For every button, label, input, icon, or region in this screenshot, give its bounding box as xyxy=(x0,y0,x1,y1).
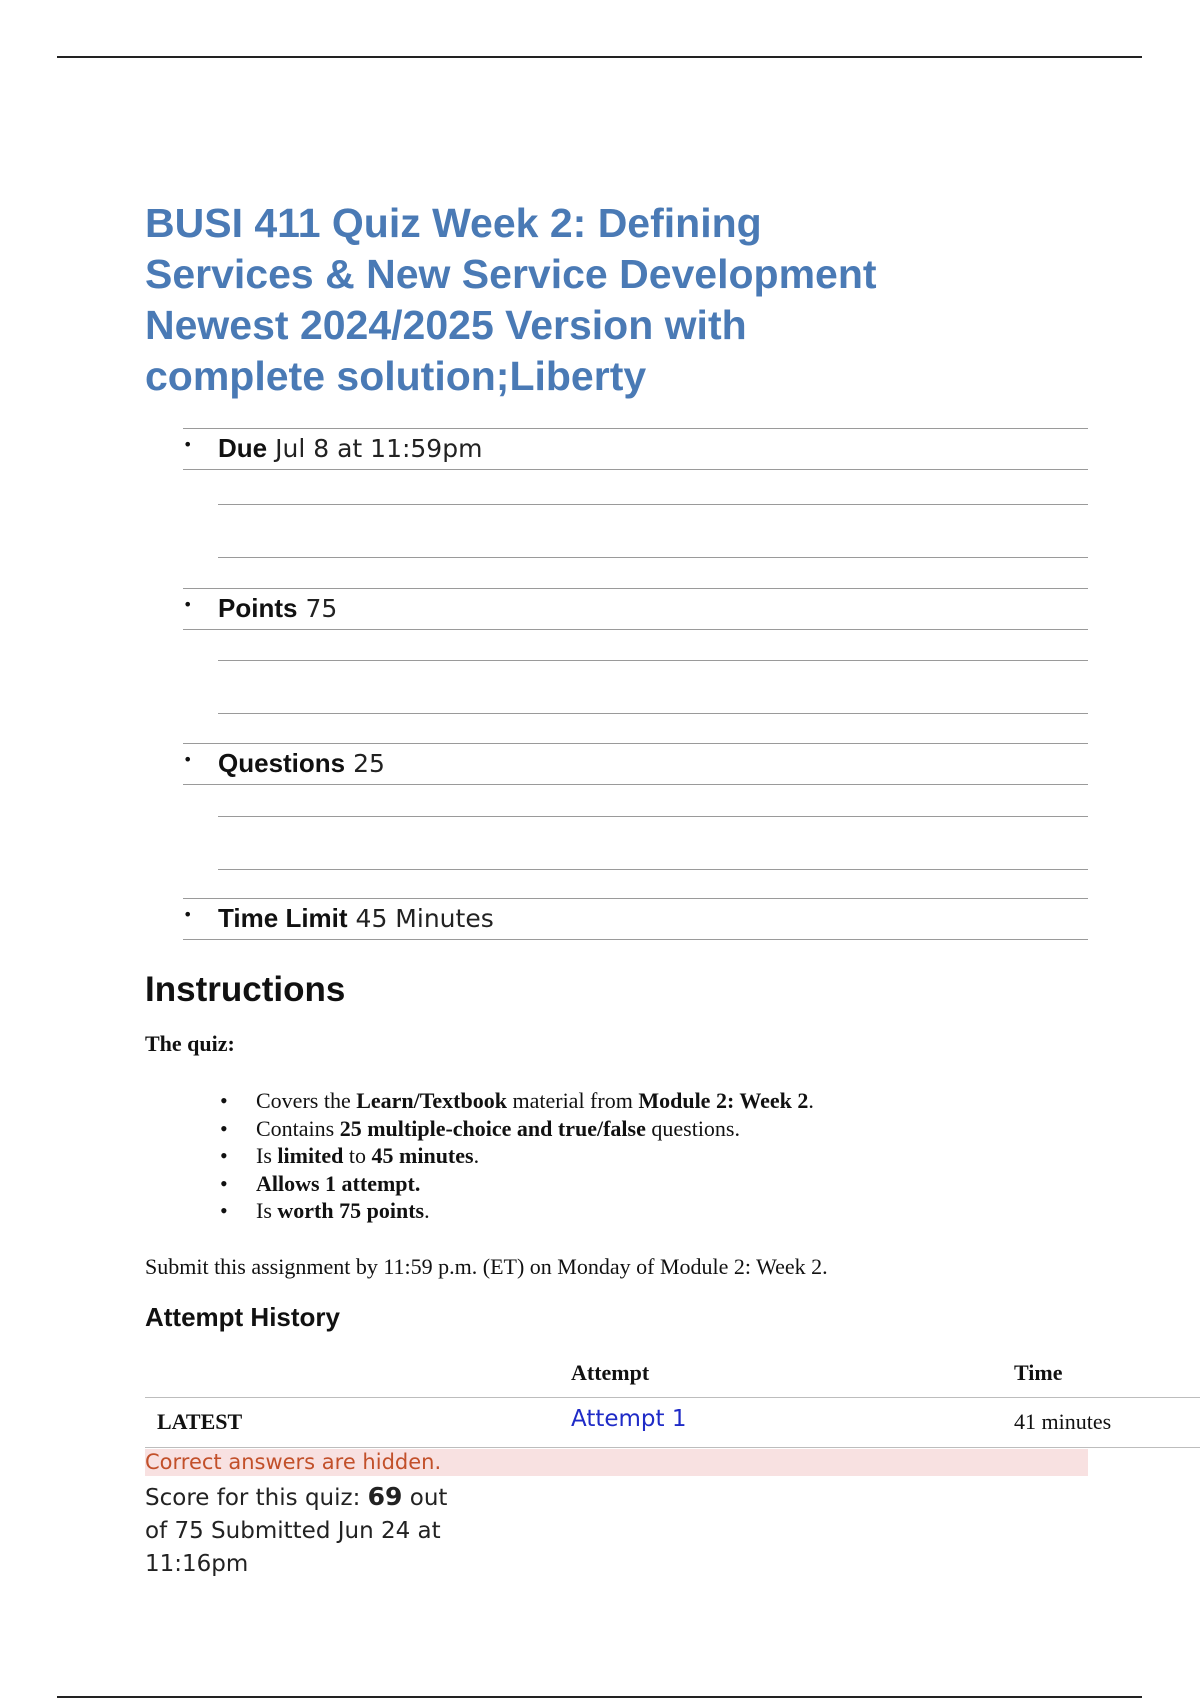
divider xyxy=(218,816,1088,817)
page-title xyxy=(145,198,1005,402)
submit-note: Submit this assignment by 11:59 p.m. (ET) on Monday of Module 2: Week 2. xyxy=(145,1254,828,1279)
score-value: 69 xyxy=(367,1482,403,1511)
divider xyxy=(218,713,1088,714)
latest-label: LATEST xyxy=(157,1409,243,1434)
bullet-icon: • xyxy=(183,905,193,924)
column-header-time: Time xyxy=(1014,1360,1063,1385)
detail-value: 25 xyxy=(353,749,385,778)
detail-value: Jul 8 at 11:59pm xyxy=(275,434,483,463)
title-line-2: Services & New Service Development xyxy=(145,251,877,297)
score-suffix: out of 75 Submitted Jun 24 at 11:16pm xyxy=(145,1485,448,1577)
instructions-list xyxy=(220,1088,814,1226)
score-prefix: Score for this quiz: xyxy=(145,1485,368,1511)
detail-label: Due xyxy=(218,433,268,463)
list-item: • Is limited to 45 minutes. xyxy=(220,1143,814,1171)
detail-time-limit xyxy=(183,898,1088,940)
bullet-icon: • xyxy=(183,435,193,454)
table-divider xyxy=(145,1447,1200,1448)
hidden-answers-notice: Correct answers are hidden. xyxy=(145,1449,1088,1476)
top-rule xyxy=(57,56,1142,58)
bottom-rule xyxy=(57,1696,1142,1698)
divider xyxy=(218,504,1088,505)
title-line-1: BUSI 411 Quiz Week 2: Defining xyxy=(145,200,762,246)
detail-value: 45 Minutes xyxy=(355,904,494,933)
bullet-icon: • xyxy=(183,595,193,614)
detail-label: Points xyxy=(218,593,298,623)
table-divider xyxy=(145,1397,1200,1398)
detail-points xyxy=(183,588,1088,630)
instructions-intro: The quiz: xyxy=(145,1031,235,1056)
detail-value: 75 xyxy=(305,594,338,623)
list-item: • Covers the Learn/Textbook material from Module 2: Week 2. xyxy=(220,1088,814,1116)
attempt-history-heading: Attempt History xyxy=(145,1302,341,1332)
divider xyxy=(218,557,1088,558)
detail-due xyxy=(183,428,1088,470)
detail-questions xyxy=(183,743,1088,785)
bullet-icon: • xyxy=(183,750,193,769)
detail-label: Questions xyxy=(218,748,346,778)
title-line-4: complete solution;Liberty xyxy=(145,353,647,399)
divider xyxy=(218,869,1088,870)
instructions-heading: Instructions xyxy=(145,970,346,1009)
list-item: • Is worth 75 points. xyxy=(220,1198,814,1226)
column-header-attempt: Attempt xyxy=(571,1360,650,1385)
attempt-link[interactable]: Attempt 1 xyxy=(571,1406,687,1432)
title-line-3: Newest 2024/2025 Version with xyxy=(145,302,747,348)
attempt-time: 41 minutes xyxy=(1014,1409,1112,1434)
quiz-score xyxy=(145,1480,475,1581)
detail-label: Time Limit xyxy=(218,903,348,933)
divider xyxy=(218,660,1088,661)
list-item: • Allows 1 attempt. xyxy=(220,1171,814,1199)
list-item: • Contains 25 multiple-choice and true/false questions. xyxy=(220,1116,814,1144)
